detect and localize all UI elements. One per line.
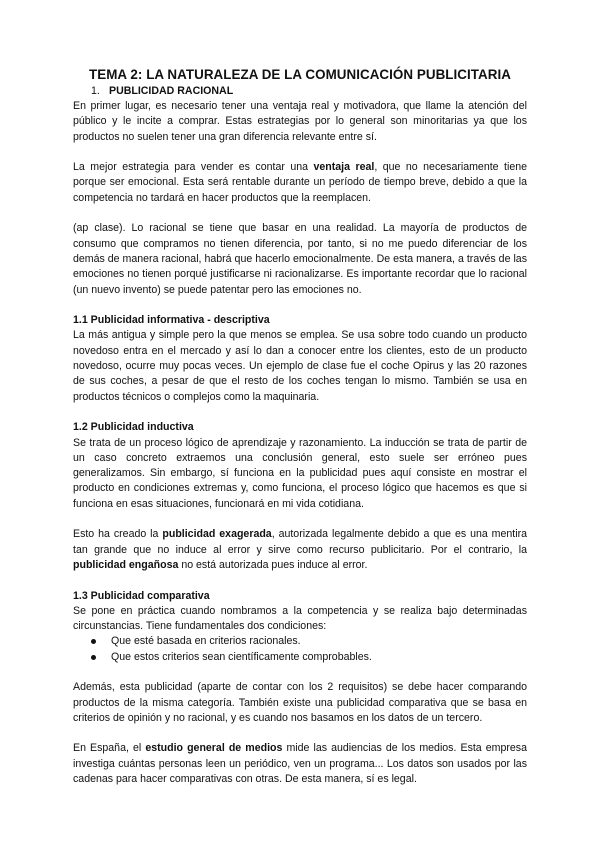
text-span: La mejor estrategia para vender es contar una	[73, 161, 314, 174]
list-item-text: Que estos criterios sean científicamente comprobables.	[111, 650, 372, 663]
list-item	[111, 634, 527, 649]
bullet-icon	[91, 655, 96, 660]
bold-publicidad-enganosa: publicidad engañosa	[73, 558, 179, 571]
text-span: En España, el	[73, 742, 146, 755]
conditions-list	[73, 634, 527, 665]
heading-publicidad-racional	[73, 84, 527, 99]
list-item	[111, 650, 527, 665]
paragraph-ademas: Además, esta publicidad (aparte de contar con los 2 requisitos) se debe hacer comparando productos de la misma categoría. También existe una publicidad comparativa que se basa en criterios de opinión y no racional, y es cuando nos basamos en los datos de un tercero.	[73, 681, 527, 724]
section-body-1-1: La más antigua y simple pero la que menos se emplea. Se usa sobre todo cuando un producto novedoso entra en el mercado y así lo dan a conocer entre los clientes, esto de un producto novedoso, ocurre muy pocas veces. Un ejemplo de clase fue el coche Opirus y las 20 razones de sus coches, a pesar de que el resto de los coches tengan lo mismo. También se usa en productos técnicos o complejos como la maquinaria.	[73, 329, 527, 403]
paragraph-publicidad-exagerada	[73, 527, 527, 573]
heading-number: 1.	[91, 85, 100, 97]
intro-paragraph: En primer lugar, es necesario tener una ventaja real y motivadora, que llame la atención del público y le incite a comprar. Estas estrategias por lo general son minoritarias ya que los productos no suelen tener una gran diferencia relevante entre sí.	[73, 100, 527, 143]
section-body-1-2: Se trata de un proceso lógico de aprendizaje y razonamiento. La inducción se trata de partir de un caso concreto extraemos una conclusión general, esto suele ser erróneo pues generalizamos. Sin embargo, sí funciona en la publicidad pues aquí consiste en mostrar el producto en condiciones extremas y, como funciona, el proceso lógico que hacemos es que si funciona en esas situaciones, funcionará en mi vida cotidiana.	[73, 436, 527, 510]
section-title-1-1: 1.1 Publicidad informativa - descriptiva	[73, 314, 270, 327]
paragraph-espana	[73, 741, 527, 787]
bold-publicidad-exagerada: publicidad exagerada	[162, 528, 272, 541]
document-title: TEMA 2: LA NATURALEZA DE LA COMUNICACIÓN PUBLICITARIA	[89, 67, 511, 82]
bullet-icon	[91, 639, 96, 644]
text-span: Esto ha creado la	[73, 528, 163, 541]
text-span: , que no necesariamente tiene porque ser emocional. Esta será rentable durante un período de tiempo breve, debido a que la competencia no tardará en hacer productos que la reemplacen.	[73, 161, 527, 204]
heading-text: PUBLICIDAD RACIONAL	[109, 85, 234, 97]
list-item-text: Que esté basada en criterios racionales.	[111, 635, 301, 648]
section-title-1-2: 1.2 Publicidad inductiva	[73, 421, 194, 434]
bold-estudio-general-medios: estudio general de medios	[145, 742, 283, 755]
bold-ventaja-real: ventaja real	[313, 161, 375, 174]
text-span: mide las audiencias de los medios. Esta empresa investiga cuántas personas leen un periódico, ven un programa... Los datos son usados por las cadenas para hacer comparativas con otras. De esta manera, sí es legal.	[73, 742, 527, 786]
paragraph-ap-clase: (ap clase). Lo racional se tiene que basar en una realidad. La mayoría de productos de consumo que compramos no tienen diferencia, por tanto, si no me puedo diferenciar de los demás de manera racional, habrá que hacerlo emocionalmente. De esta manera, a través de las emociones no tienen porqué justificarse ni racionalizarse. Es importante recordar que lo racional (un nuevo invento) se puede patentar pero las emociones no.	[73, 222, 527, 296]
text-span: , autorizada legalmente debido a que es una mentira tan grande que no induce al error y sirve como recurso publicitario. Por el contrario, la	[73, 528, 528, 556]
text-span: no está autorizada pues induce al error.	[178, 558, 368, 571]
section-body-1-3: Se pone en práctica cuando nombramos a la competencia y se realiza bajo determinadas circunstancias. Tiene fundamentales dos condiciones:	[73, 604, 527, 633]
section-title-1-3: 1.3 Publicidad comparativa	[73, 589, 210, 602]
paragraph-ventaja-real	[73, 160, 527, 206]
